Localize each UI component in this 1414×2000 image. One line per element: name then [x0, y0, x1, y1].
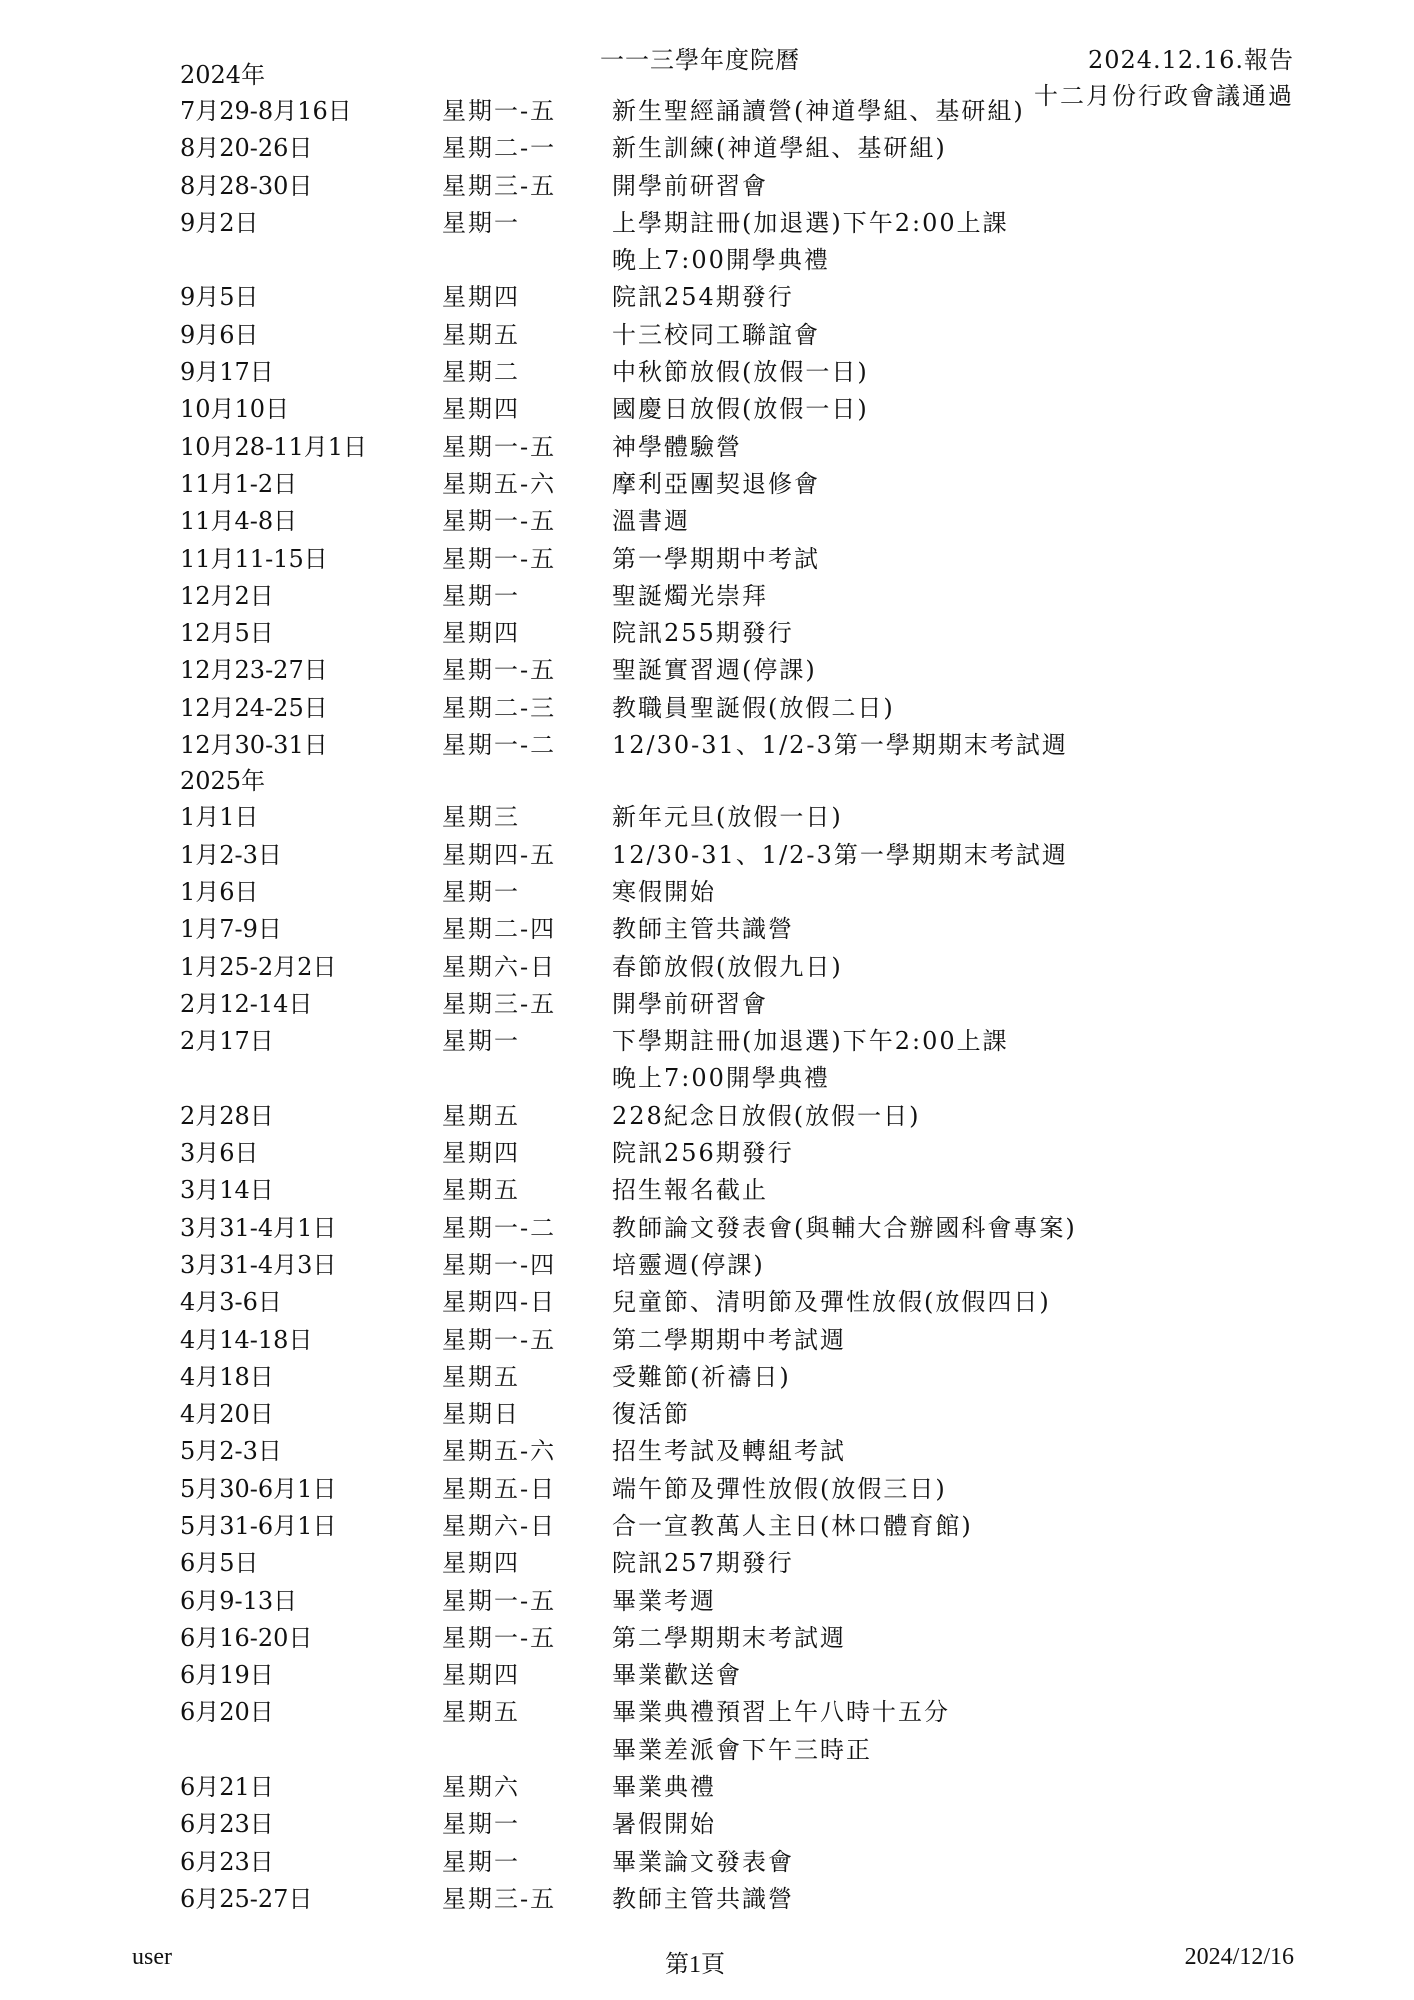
calendar-row [180, 1694, 1300, 1731]
date-cell: 6月19日 [180, 1661, 274, 1690]
calendar-row [180, 1769, 1300, 1806]
event-cell: 院訊257期發行 [612, 1549, 794, 1578]
calendar-row [180, 1844, 1300, 1881]
date-cell: 9月17日 [180, 358, 274, 387]
date-cell: 6月23日 [180, 1847, 274, 1876]
weekday-cell: 星期三-五 [442, 989, 557, 1018]
event-cell: 畢業考週 [612, 1586, 716, 1615]
year-heading [180, 764, 1300, 799]
date-cell: 4月3-6日 [180, 1288, 282, 1317]
weekday-cell: 星期二 [442, 358, 520, 387]
weekday-cell: 星期一 [442, 1810, 520, 1839]
calendar-row [180, 168, 1300, 205]
calendar-row [180, 1210, 1300, 1247]
report-date: 2024.12.16.報告 [1087, 46, 1294, 74]
weekday-cell: 星期五 [442, 1362, 520, 1391]
event-cell: 12/30-31、1/2-3第一學期期末考試週 [612, 731, 1068, 760]
weekday-cell: 星期一-五 [442, 432, 557, 461]
weekday-cell: 星期五 [442, 1698, 520, 1727]
event-cell: 第一學期期中考試 [612, 544, 820, 573]
weekday-cell: 星期一 [442, 1027, 520, 1056]
weekday-cell: 星期四 [442, 283, 520, 312]
calendar-row [180, 1583, 1300, 1620]
weekday-cell: 星期四-五 [442, 840, 557, 869]
weekday-cell: 星期六-日 [442, 952, 557, 981]
date-cell: 3月31-4月3日 [180, 1250, 337, 1279]
weekday-cell: 星期三-五 [442, 1884, 557, 1913]
date-cell: 4月18日 [180, 1362, 274, 1391]
event-cell: 中秋節放假(放假一日) [612, 358, 869, 387]
date-cell: 4月20日 [180, 1400, 274, 1429]
date-cell: 4月14-18日 [180, 1325, 313, 1354]
weekday-cell: 星期一-五 [442, 507, 557, 536]
weekday-cell: 星期五 [442, 1176, 520, 1205]
weekday-cell: 星期四 [442, 1549, 520, 1578]
weekday-cell: 星期一-五 [442, 97, 557, 125]
calendar-row [180, 466, 1300, 503]
calendar-row [180, 205, 1300, 242]
calendar-row [180, 1060, 1300, 1097]
weekday-cell: 星期五-六 [442, 469, 557, 498]
event-cell: 新生訓練(神道學組、基研組) [612, 134, 947, 163]
date-cell: 1月7-9日 [180, 915, 282, 944]
event-cell: 教師論文發表會(與輔大合辦國科會專案) [612, 1213, 1077, 1242]
date-cell: 12月23-27日 [180, 656, 328, 685]
date-cell: 1月25-2月2日 [180, 952, 337, 981]
event-cell: 寒假開始 [612, 877, 716, 906]
event-cell: 第二學期期中考試週 [612, 1325, 846, 1354]
calendar-row [180, 652, 1300, 689]
calendar-row [180, 391, 1300, 428]
weekday-cell: 星期一-二 [442, 731, 557, 760]
date-cell: 6月9-13日 [180, 1586, 298, 1615]
calendar-row [180, 690, 1300, 727]
calendar-row [180, 1471, 1300, 1508]
event-cell: 第二學期期末考試週 [612, 1623, 846, 1652]
weekday-cell: 星期二-一 [442, 134, 557, 163]
event-cell: 新生聖經誦讀營(神道學組、基研組) [612, 97, 1025, 125]
date-cell: 6月16-20日 [180, 1623, 313, 1652]
date-cell: 3月14日 [180, 1176, 274, 1205]
date-cell: 8月28-30日 [180, 171, 313, 200]
event-cell: 12/30-31、1/2-3第一學期期末考試週 [612, 840, 1068, 869]
weekday-cell: 星期一-二 [442, 1213, 557, 1242]
weekday-cell: 星期四 [442, 1139, 520, 1168]
event-cell: 畢業差派會下午三時正 [612, 1735, 872, 1764]
calendar-row [180, 1359, 1300, 1396]
event-cell: 兒童節、清明節及彈性放假(放假四日) [612, 1288, 1051, 1317]
weekday-cell: 星期四 [442, 395, 520, 424]
event-cell: 教師主管共識營 [612, 1884, 794, 1913]
weekday-cell: 星期五-日 [442, 1474, 557, 1503]
date-cell: 5月30-6月1日 [180, 1474, 337, 1503]
calendar-row [180, 1508, 1300, 1545]
calendar-list [180, 58, 1300, 1918]
event-cell: 培靈週(停課) [612, 1250, 765, 1279]
date-cell: 6月20日 [180, 1698, 274, 1727]
calendar-row [180, 1322, 1300, 1359]
weekday-cell: 星期五-六 [442, 1437, 557, 1466]
calendar-row [180, 429, 1300, 466]
calendar-row [180, 986, 1300, 1023]
date-cell: 5月2-3日 [180, 1437, 282, 1466]
date-cell: 9月5日 [180, 283, 259, 312]
calendar-row [180, 242, 1300, 279]
event-cell: 院訊254期發行 [612, 283, 794, 312]
calendar-row [180, 317, 1300, 354]
weekday-cell: 星期一-五 [442, 1623, 557, 1652]
year-label: 2024年 [180, 61, 266, 89]
event-cell: 院訊256期發行 [612, 1139, 794, 1168]
calendar-row [180, 541, 1300, 578]
calendar-row [180, 279, 1300, 316]
calendar-row [180, 503, 1300, 540]
weekday-cell: 星期四 [442, 619, 520, 648]
event-cell: 晚上7:00開學典禮 [612, 246, 830, 275]
footer-page-number: 第1頁 [665, 1952, 725, 1978]
date-cell: 7月29-8月16日 [180, 97, 352, 125]
date-cell: 3月31-4月1日 [180, 1213, 337, 1242]
weekday-cell: 星期六-日 [442, 1511, 557, 1540]
date-cell: 5月31-6月1日 [180, 1511, 337, 1540]
event-cell: 國慶日放假(放假一日) [612, 395, 869, 424]
date-cell: 11月1-2日 [180, 469, 298, 498]
calendar-row [180, 1433, 1300, 1470]
weekday-cell: 星期一 [442, 1847, 520, 1876]
year-label: 2025年 [180, 767, 266, 796]
event-cell: 教職員聖誕假(放假二日) [612, 693, 895, 722]
calendar-row [180, 130, 1300, 167]
calendar-row [180, 615, 1300, 652]
event-cell: 開學前研習會 [612, 171, 768, 200]
event-cell: 招生報名截止 [612, 1176, 768, 1205]
event-cell: 新年元旦(放假一日) [612, 803, 843, 832]
date-cell: 10月28-11月1日 [180, 432, 367, 461]
weekday-cell: 星期五 [442, 1101, 520, 1130]
weekday-cell: 星期三 [442, 803, 520, 832]
event-cell: 畢業典禮 [612, 1773, 716, 1802]
event-cell: 暑假開始 [612, 1810, 716, 1839]
calendar-row [180, 1172, 1300, 1209]
date-cell: 1月1日 [180, 803, 259, 832]
event-cell: 下學期註冊(加退選)下午2:00上課 [612, 1027, 1009, 1056]
event-cell: 溫書週 [612, 507, 690, 536]
event-cell: 神學體驗營 [612, 432, 742, 461]
weekday-cell: 星期日 [442, 1400, 520, 1429]
footer-user: user [132, 1944, 172, 1970]
weekday-cell: 星期三-五 [442, 171, 557, 200]
date-cell: 2月17日 [180, 1027, 274, 1056]
weekday-cell: 星期一 [442, 877, 520, 906]
calendar-row [180, 799, 1300, 836]
calendar-row [180, 1135, 1300, 1172]
event-cell: 摩利亞團契退修會 [612, 469, 820, 498]
event-cell: 教師主管共識營 [612, 915, 794, 944]
calendar-row [180, 1881, 1300, 1918]
calendar-row [180, 1545, 1300, 1582]
calendar-row [180, 1284, 1300, 1321]
event-cell: 聖誕燭光崇拜 [612, 581, 768, 610]
date-cell: 6月5日 [180, 1549, 259, 1578]
event-cell: 十三校同工聯誼會 [612, 320, 820, 349]
event-cell: 畢業典禮預習上午八時十五分 [612, 1698, 950, 1727]
date-cell: 12月2日 [180, 581, 274, 610]
event-cell: 畢業論文發表會 [612, 1847, 794, 1876]
approval-note: 十二月份行政會議通過 [1034, 82, 1294, 110]
year-heading [180, 58, 1300, 93]
event-cell: 端午節及彈性放假(放假三日) [612, 1474, 947, 1503]
calendar-row [180, 1098, 1300, 1135]
weekday-cell: 星期二-四 [442, 915, 557, 944]
date-cell: 3月6日 [180, 1139, 259, 1168]
event-cell: 聖誕實習週(停課) [612, 656, 817, 685]
date-cell: 8月20-26日 [180, 134, 313, 163]
calendar-row [180, 837, 1300, 874]
weekday-cell: 星期五 [442, 320, 520, 349]
date-cell: 12月24-25日 [180, 693, 328, 722]
weekday-cell: 星期四-日 [442, 1288, 557, 1317]
calendar-row [180, 1247, 1300, 1284]
weekday-cell: 星期一-五 [442, 544, 557, 573]
date-cell: 6月25-27日 [180, 1884, 313, 1913]
calendar-row [180, 911, 1300, 948]
date-cell: 12月30-31日 [180, 731, 328, 760]
date-cell: 1月6日 [180, 877, 259, 906]
event-cell: 院訊255期發行 [612, 619, 794, 648]
calendar-row [180, 949, 1300, 986]
weekday-cell: 星期一-五 [442, 1325, 557, 1354]
date-cell: 6月21日 [180, 1773, 274, 1802]
calendar-row [180, 1657, 1300, 1694]
weekday-cell: 星期六 [442, 1773, 520, 1802]
weekday-cell: 星期一-五 [442, 656, 557, 685]
date-cell: 9月2日 [180, 208, 259, 237]
event-cell: 合一宣教萬人主日(林口體育館) [612, 1511, 973, 1540]
event-cell: 受難節(祈禱日) [612, 1362, 791, 1391]
calendar-row [180, 354, 1300, 391]
date-cell: 2月12-14日 [180, 989, 313, 1018]
calendar-row [180, 1023, 1300, 1060]
calendar-row [180, 874, 1300, 911]
calendar-row [180, 93, 1300, 130]
footer-date: 2024/12/16 [1184, 1944, 1294, 1970]
calendar-row [180, 1396, 1300, 1433]
event-cell: 畢業歡送會 [612, 1661, 742, 1690]
event-cell: 招生考試及轉組考試 [612, 1437, 846, 1466]
date-cell: 1月2-3日 [180, 840, 282, 869]
date-cell: 12月5日 [180, 619, 274, 648]
calendar-row [180, 1806, 1300, 1843]
date-cell: 11月11-15日 [180, 544, 328, 573]
date-cell: 10月10日 [180, 395, 290, 424]
weekday-cell: 星期一-四 [442, 1250, 557, 1279]
date-cell: 11月4-8日 [180, 507, 298, 536]
calendar-row [180, 1620, 1300, 1657]
calendar-row [180, 727, 1300, 764]
calendar-row [180, 1732, 1300, 1769]
event-cell: 上學期註冊(加退選)下午2:00上課 [612, 208, 1009, 237]
weekday-cell: 星期一 [442, 208, 520, 237]
event-cell: 晚上7:00開學典禮 [612, 1064, 830, 1093]
event-cell: 復活節 [612, 1400, 690, 1429]
event-cell: 228紀念日放假(放假一日) [612, 1101, 921, 1130]
date-cell: 9月6日 [180, 320, 259, 349]
event-cell: 開學前研習會 [612, 989, 768, 1018]
weekday-cell: 星期二-三 [442, 693, 557, 722]
weekday-cell: 星期四 [442, 1661, 520, 1690]
event-cell: 春節放假(放假九日) [612, 952, 843, 981]
calendar-row [180, 578, 1300, 615]
date-cell: 2月28日 [180, 1101, 274, 1130]
weekday-cell: 星期一 [442, 581, 520, 610]
page-title: 一一三學年度院曆 [600, 46, 800, 74]
weekday-cell: 星期一-五 [442, 1586, 557, 1615]
date-cell: 6月23日 [180, 1810, 274, 1839]
